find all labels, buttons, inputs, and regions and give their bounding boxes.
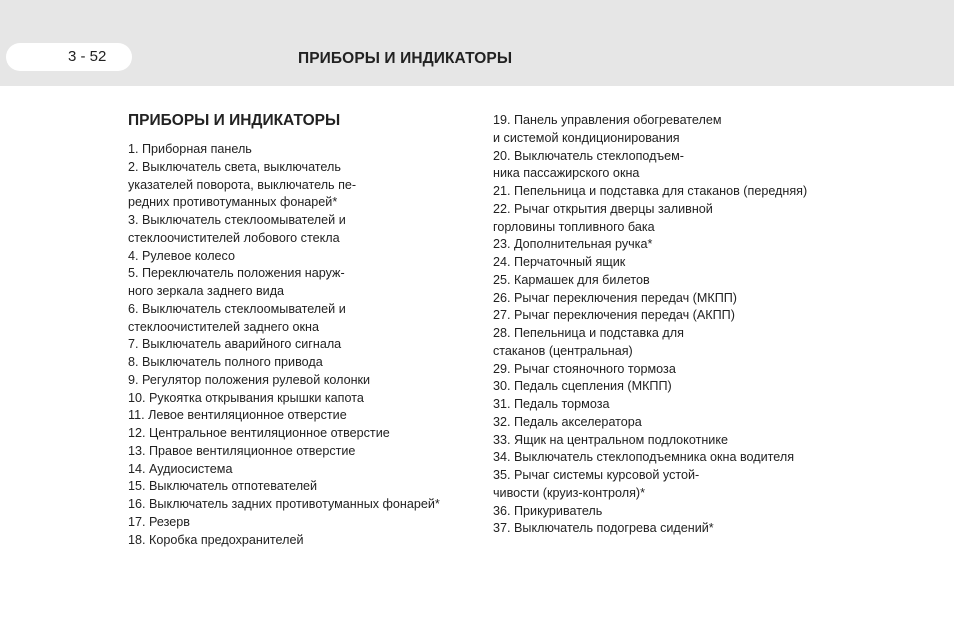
legend-item: 35. Рычаг системы курсовой устой- — [493, 468, 700, 482]
legend-item: 16. Выключатель задних противотуманных фонарей* — [128, 497, 440, 511]
legend-item: 19. Панель управления обогревателем — [493, 113, 722, 127]
legend-item: 31. Педаль тормоза — [493, 397, 610, 411]
legend-item: 10. Рукоятка открывания крышки капота — [128, 390, 364, 405]
legend-item: 12. Центральное вентиляционное отверстие — [128, 426, 390, 440]
page-header-band — [0, 0, 954, 86]
legend-item: 36. Прикуриватель — [493, 503, 603, 518]
legend-item: 20. Выключатель стеклоподъем- — [493, 148, 684, 163]
legend-item: 13. Правое вентиляционное отверстие — [128, 443, 356, 458]
legend-item: и системой кондиционирования — [493, 130, 680, 145]
legend-item: 5. Переключатель положения наруж- — [128, 266, 345, 281]
legend-item: стеклоочистителей заднего окна — [128, 319, 319, 334]
legend-item: 32. Педаль акселератора — [493, 414, 642, 429]
section-title: ПРИБОРЫ И ИНДИКАТОРЫ — [128, 112, 341, 129]
legend-item: 9. Регулятор положения рулевой колонки — [128, 372, 371, 387]
legend-item: стеклоочистителей лобового стекла — [128, 230, 340, 245]
legend-item: указателей поворота, выключатель пе- — [128, 177, 357, 192]
legend-item: 1. Приборная панель — [128, 142, 252, 156]
legend-list-left — [128, 141, 440, 549]
legend-item: горловины топливного бака — [493, 219, 655, 234]
legend-item: ного зеркала заднего вида — [128, 284, 285, 298]
legend-item: 29. Рычаг стояночного тормоза — [493, 361, 676, 376]
page-number-badge — [6, 43, 132, 71]
legend-item: 11. Левое вентиляционное отверстие — [128, 408, 347, 423]
legend-item: 14. Аудиосистема — [128, 461, 233, 476]
legend-item: стаканов (центральная) — [493, 343, 633, 358]
legend-item: чивости (круиз-контроля)* — [493, 485, 645, 500]
legend-item: редних противотуманных фонарей* — [128, 195, 338, 210]
legend-item: 3. Выключатель стеклоомывателей и — [128, 213, 346, 227]
legend-item: 7. Выключатель аварийного сигнала — [128, 337, 342, 352]
legend-list-right — [493, 112, 807, 538]
legend-item: 24. Перчаточный ящик — [493, 255, 626, 269]
legend-item: 33. Ящик на центральном подлокотнике — [493, 432, 728, 447]
legend-item: 17. Резерв — [128, 514, 190, 529]
legend-item: 23. Дополнительная ручка* — [493, 237, 653, 252]
legend-item: 6. Выключатель стеклоомывателей и — [128, 301, 346, 316]
chapter-title: ПРИБОРЫ И ИНДИКАТОРЫ — [298, 50, 513, 67]
legend-item: 34. Выключатель стеклоподъемника окна водителя — [493, 450, 795, 465]
legend-item: 8. Выключатель полного привода — [128, 355, 323, 369]
legend-item: 18. Коробка предохранителей — [128, 532, 304, 547]
legend-item: 4. Рулевое колесо — [128, 248, 236, 263]
page-number: 3 - 52 — [68, 48, 107, 65]
legend-item: 15. Выключатель отпотевателей — [128, 479, 318, 494]
legend-item: 21. Пепельница и подставка для стаканов (передняя) — [493, 184, 808, 198]
legend-item: 30. Педаль сцепления (МКПП) — [493, 379, 672, 394]
legend-item: 27. Рычаг переключения передач (АКПП) — [493, 308, 735, 323]
legend-item: 25. Кармашек для билетов — [493, 272, 650, 287]
legend-item: 28. Пепельница и подставка для — [493, 326, 684, 340]
legend-item: 37. Выключатель подогрева сидений* — [493, 521, 714, 536]
legend-item: 26. Рычаг переключения передач (МКПП) — [493, 290, 737, 305]
legend-item: 2. Выключатель света, выключатель — [128, 159, 341, 174]
legend-item: ника пассажирского окна — [493, 166, 640, 181]
legend-item: 22. Рычаг открытия дверцы заливной — [493, 201, 713, 216]
